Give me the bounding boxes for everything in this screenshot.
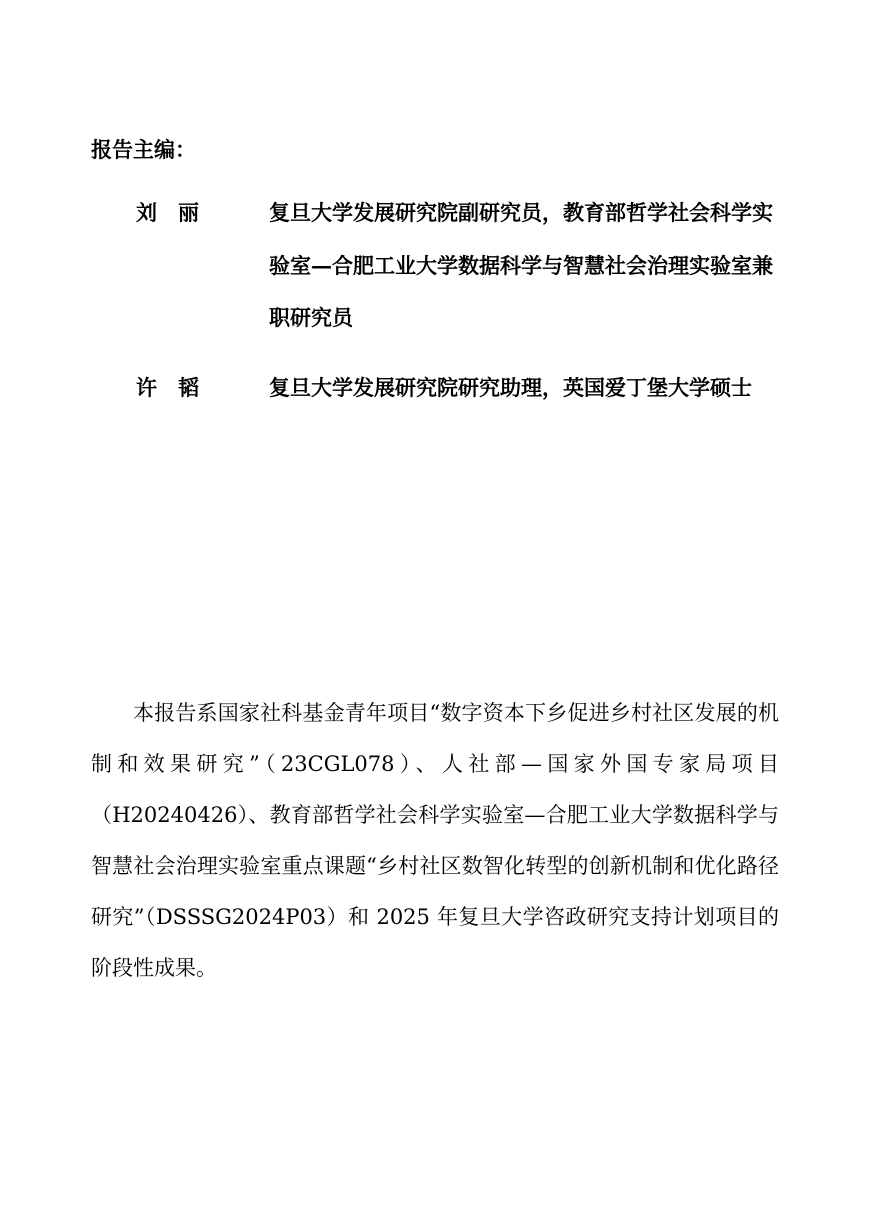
editor-entry <box>0 362 869 472</box>
editor-description: 复旦大学发展研究院副研究员，教育部哲学社会科学实验室—合肥工业大学数据科学与智慧社会治理实验室兼职研究员 <box>269 200 773 330</box>
editor-name: 刘 丽 <box>136 200 199 225</box>
editor-entry <box>0 187 869 347</box>
editor-name: 许 韬 <box>136 375 199 400</box>
editor-description: 复旦大学发展研究院研究助理，英国爱丁堡大学硕士 <box>269 375 752 400</box>
funding-note: 本报告系国家社科基金青年项目“数字资本下乡促进乡村社区发展的机制和效果研究”（23CGL078）、人社部—国家外国专家局项目（H20240426）、教育部哲学社会科学实验室—合肥工业大学数据科学与智慧社会治理实验室重点课题“乡村社区数智化转型的创新机制和优化路径研究”（DSSSG2024P03）和 2025 年复旦大学咨政研究支持计划项目的阶段性成果。 <box>91 701 779 980</box>
editors-heading: 报告主编： <box>91 137 196 162</box>
